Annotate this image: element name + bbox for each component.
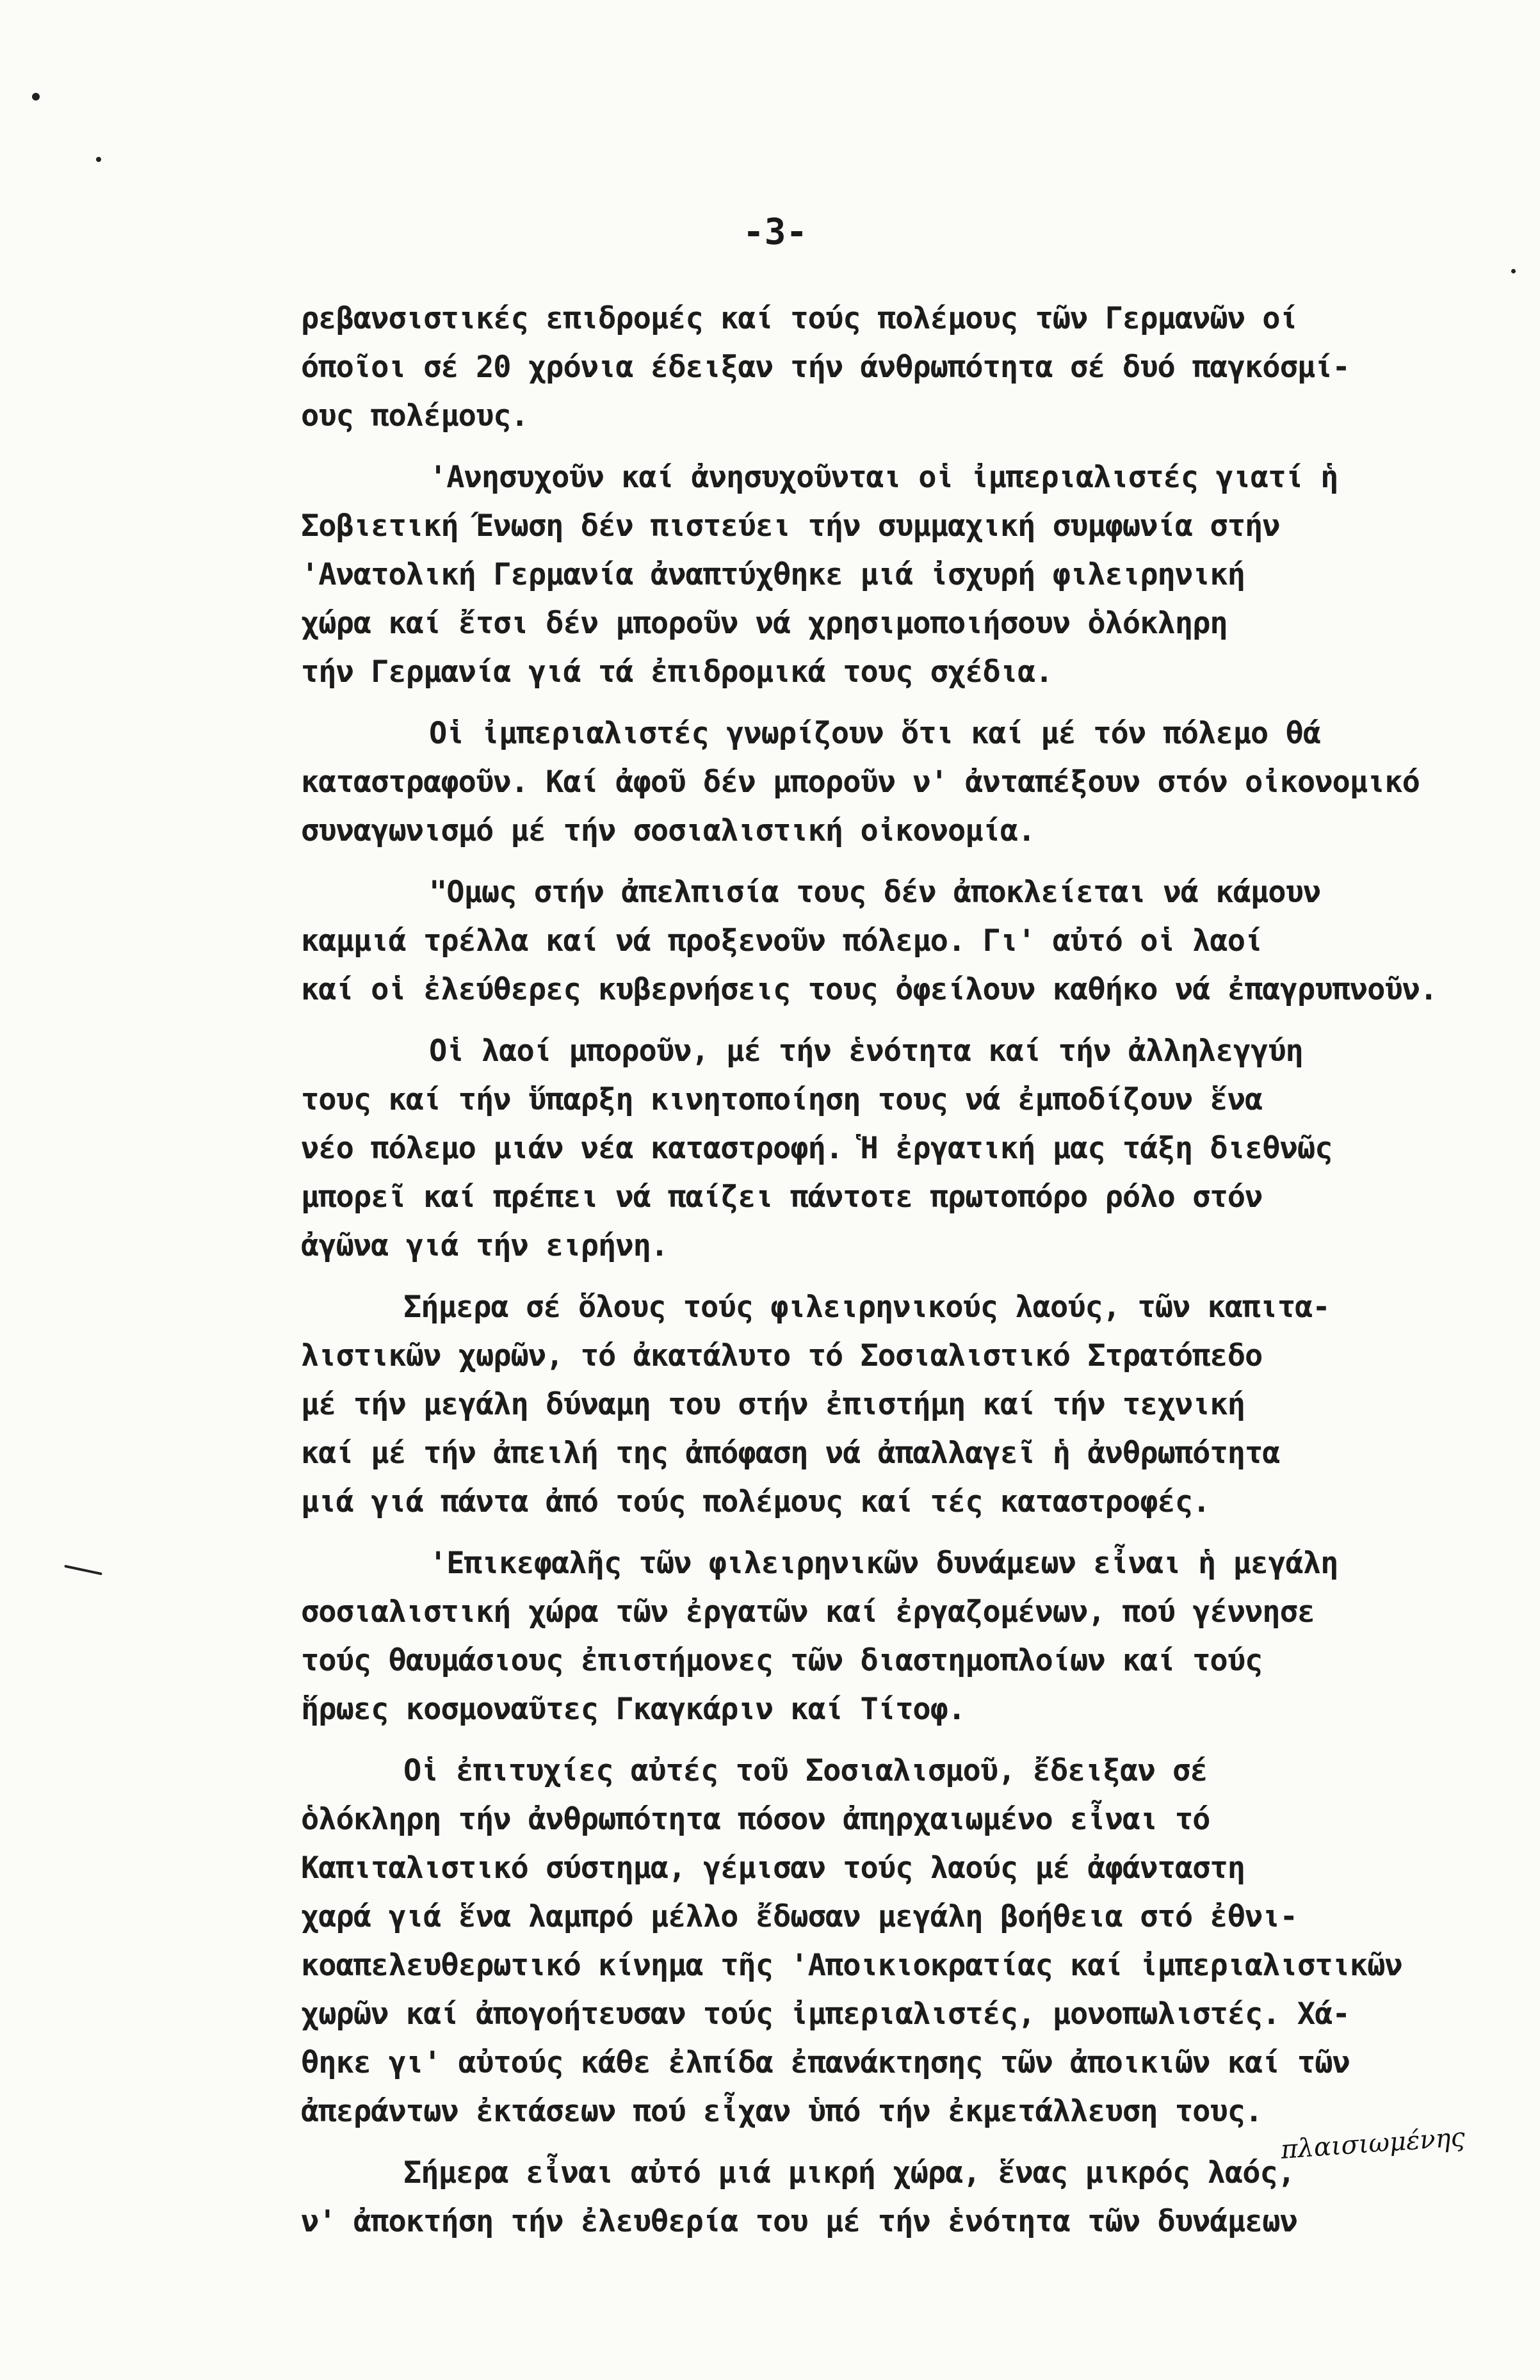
text-line: ους πολέμους. <box>301 398 528 433</box>
page-number: -3- <box>743 211 808 253</box>
text-line: ἥρωες κοσμοναῦτες Γκαγκάριν καί Τίτοφ. <box>301 1692 966 1727</box>
text-line: 'Ανησυχοῦν καί ἀνησυχοῦνται οἱ ἰμπεριαλιστές γιατί ἡ <box>429 460 1338 495</box>
text-line: Σήμερα σέ ὅλους τούς φιλειρηνικούς λαούς, τῶν καπιτα- <box>403 1290 1330 1325</box>
paragraph-4 <box>301 868 1518 1014</box>
paragraph-9 <box>301 2149 1518 2246</box>
text-line: Σοβιετική Ένωση δέν πιστεύει τήν συμμαχική συμφωνία στήν <box>301 508 1280 544</box>
text-line: μέ τήν μεγάλη δύναμη του στήν ἐπιστήμη καί τήν τεχνική <box>301 1387 1245 1422</box>
text-line: λιστικῶν χωρῶν, τό ἀκατάλυτο τό Σοσιαλιστικό Στρατόπεδο <box>301 1338 1263 1373</box>
text-line: σοσιαλιστική χώρα τῶν ἐργατῶν καί ἐργαζομένων, πού γέννησε <box>301 1594 1315 1630</box>
text-line: χωρῶν καί ἀπογοήτευσαν τούς ἰμπεριαλιστές, μονοπωλιστές. Χά- <box>301 1996 1350 2032</box>
text-line: ἀπεράντων ἐκτάσεων πού εἶχαν ὑπό τήν ἐκμετάλλευση τους. <box>301 2094 1263 2129</box>
scan-speck <box>96 157 101 162</box>
text-line: ἀγῶνα γιά τήν ειρήνη. <box>301 1228 669 1263</box>
text-line: 'Επικεφαλῆς τῶν φιλειρηνικῶν δυνάμεων εἶναι ἡ μεγάλη <box>429 1546 1338 1581</box>
text-line: καί οἱ ἐλεύθερες κυβερνήσεις τους ὀφείλουν καθήκο νά ἐπαγρυπνοῦν. <box>301 972 1438 1007</box>
text-line: καμμιά τρέλλα καί νά προξενοῦν πόλεμο. Γι' αὐτό οἱ λαοί <box>301 923 1263 959</box>
paragraph-6 <box>301 1283 1518 1526</box>
paragraph-1 <box>301 295 1518 441</box>
text-line: ὁλόκληρη τήν ἀνθρωπότητα πόσον ἀπηρχαιωμένο εἶναι τό <box>301 1802 1210 1837</box>
text-line: Οἱ λαοί μποροῦν, μέ τήν ἑνότητα καί τήν ἀλληλεγγύη <box>429 1033 1303 1069</box>
text-line: καί μέ τήν ἀπειλή της ἀπόφαση νά ἀπαλλαγεῖ ἡ ἀνθρωπότητα <box>301 1436 1280 1471</box>
handwritten-correction: πλαισιωμένης <box>1279 2123 1466 2165</box>
text-line: ν' ἀποκτήση τήν ἐλευθερία του μέ τήν ἑνότητα τῶν δυνάμεων <box>301 2204 1297 2239</box>
text-line: μιά γιά πάντα ἀπό τούς πολέμους καί τές καταστροφές. <box>301 1484 1210 1519</box>
text-line: τήν Γερμανία γιά τά ἐπιδρομικά τους σχέδια. <box>301 654 1053 690</box>
scan-speck <box>32 93 40 101</box>
paragraph-2 <box>301 453 1518 697</box>
text-line: Οἱ ἰμπεριαλιστές γνωρίζουν ὅτι καί μέ τόν πόλεμο θά <box>429 716 1321 751</box>
paragraph-5 <box>301 1027 1518 1270</box>
text-line: νέο πόλεμο μιάν νέα καταστροφή. Ἡ ἐργατική μας τάξη διεθνῶς <box>301 1131 1333 1166</box>
text-line: συναγωνισμό μέ τήν σοσιαλιστική οἰκονομία. <box>301 813 1035 848</box>
text-line: τους καί τήν ὕπαρξη κινητοποίηση τους νά ἐμποδίζουν ἕνα <box>301 1082 1263 1117</box>
text-line: "Ομως στήν ἀπελπισία τους δέν ἀποκλείεται νά κάμουν <box>429 875 1321 910</box>
paragraph-8 <box>301 1747 1518 2136</box>
text-line: Σήμερα εἶναι αὐτό μιά μικρή χώρα, ἕνας μικρός λαός, <box>403 2155 1295 2190</box>
text-line: κοαπελευθερωτικό κίνημα τῆς 'Αποικιοκρατίας καί ἰμπεριαλιστικῶν <box>301 1948 1402 1983</box>
paragraph-3 <box>301 709 1518 855</box>
text-line: καταστραφοῦν. Καί ἀφοῦ δέν μποροῦν ν' ἀνταπέξουν στόν οἰκονομικό <box>301 765 1420 800</box>
text-line: ρεβανσιστικές επιδρομές καί τούς πολέμους τῶν Γερμανῶν οί <box>301 301 1297 336</box>
paragraph-7 <box>301 1539 1518 1734</box>
text-line: Οἱ ἐπιτυχίες αὐτές τοῦ Σοσιαλισμοῦ, ἔδειξαν σέ <box>403 1753 1208 1788</box>
scan-speck <box>1511 269 1516 273</box>
text-line: χαρά γιά ἕνα λαμπρό μέλλο ἔδωσαν μεγάλη βοήθεια στό ἐθνι- <box>301 1899 1297 1934</box>
text-line: Καπιταλιστικό σύστημα, γέμισαν τούς λαούς μέ ἀφάνταστη <box>301 1850 1245 1886</box>
text-line: τούς θαυμάσιους ἐπιστήμονες τῶν διαστημοπλοίων καί τούς <box>301 1643 1263 1678</box>
scan-mark <box>64 1565 102 1575</box>
text-line: μπορεῖ καί πρέπει νά παίζει πάντοτε πρωτοπόρο ρόλο στόν <box>301 1179 1263 1215</box>
text-line: 'Ανατολική Γερμανία ἀναπτύχθηκε μιά ἰσχυρή φιλειρηνική <box>301 557 1245 592</box>
text-line: χώρα καί ἔτσι δέν μποροῦν νά χρησιμοποιήσουν ὁλόκληρη <box>301 606 1228 641</box>
text-line: θηκε γι' αὐτούς κάθε ἐλπίδα ἐπανάκτησης τῶν ἀποικιῶν καί τῶν <box>301 2045 1350 2080</box>
text-line: όποῖοι σέ 20 χρόνια έδειξαν τήν άνθρωπότητα σέ δυό παγκόσμί- <box>301 350 1350 385</box>
body-text <box>301 295 1518 2259</box>
